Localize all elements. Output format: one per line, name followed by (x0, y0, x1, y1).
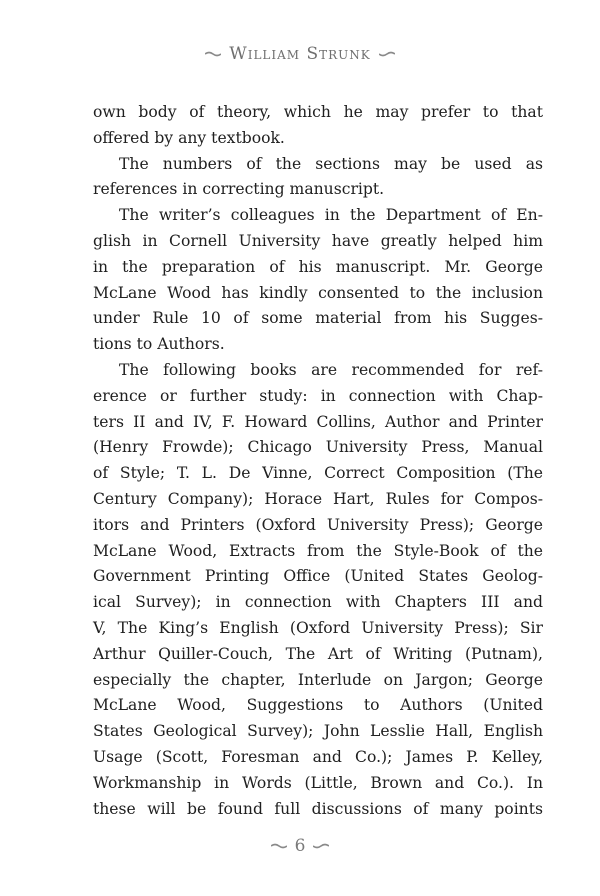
text-line: erence or further study: in connection with Chap- (93, 386, 543, 405)
running-header (0, 44, 600, 64)
text-line: (Henry Frowde); Chicago University Press, Manual (93, 438, 543, 457)
page-footer (0, 836, 600, 856)
ornament-left-icon (205, 51, 221, 57)
text-line: under Rule 10 of some material from his Sugges- (93, 309, 543, 328)
text-line: McLane Wood has kindly consented to the inclusion (93, 283, 543, 302)
text-line: McLane Wood, Extracts from the Style-Book of the (93, 541, 543, 560)
page-number: 6 (294, 836, 306, 856)
text-line: glish in Cornell University have greatly helped him (93, 231, 543, 250)
body-text (93, 100, 543, 822)
text-line: The writer’s colleagues in the Department of En- (119, 206, 543, 225)
ornament-right-icon (313, 843, 329, 849)
running-title: William Strunk (229, 44, 371, 64)
text-line: especially the chapter, Interlude on Jargon; George (93, 670, 543, 689)
text-line: offered by any textbook. (93, 128, 285, 147)
text-line: Government Printing Office (United States Geolog- (93, 567, 543, 586)
text-line: Century Company); Horace Hart, Rules for Compos- (93, 489, 543, 508)
text-line: Usage (Scott, Foresman and Co.); James P. Kelley, (93, 747, 543, 766)
text-line: in the preparation of his manuscript. Mr. George (93, 257, 543, 276)
text-line: McLane Wood, Suggestions to Authors (United (93, 696, 543, 715)
text-line: these will be found full discussions of many points (93, 799, 543, 818)
text-line: references in correcting manuscript. (93, 180, 385, 199)
text-line: own body of theory, which he may prefer to that (93, 103, 543, 121)
text-line: States Geological Survey); John Lesslie Hall, English (93, 722, 543, 741)
text-line: ical Survey); in connection with Chapters III and (93, 593, 543, 612)
text-line: tions to Authors. (93, 335, 225, 354)
text-line: itors and Printers (Oxford University Press); George (93, 515, 543, 534)
text-line: ters II and IV, F. Howard Collins, Author and Printer (93, 412, 543, 431)
text-line: of Style; T. L. De Vinne, Correct Composition (The (93, 464, 543, 483)
ornament-left-icon (271, 843, 287, 849)
text-line: The following books are recommended for ref- (119, 360, 543, 379)
text-line: Arthur Quiller-Couch, The Art of Writing (Putnam), (93, 644, 543, 663)
text-line: V, The King’s English (Oxford University Press); Sir (93, 618, 543, 637)
text-line: The numbers of the sections may be used as (119, 154, 543, 173)
text-line: Workmanship in Words (Little, Brown and Co.). In (93, 773, 543, 792)
ornament-right-icon (379, 51, 395, 57)
